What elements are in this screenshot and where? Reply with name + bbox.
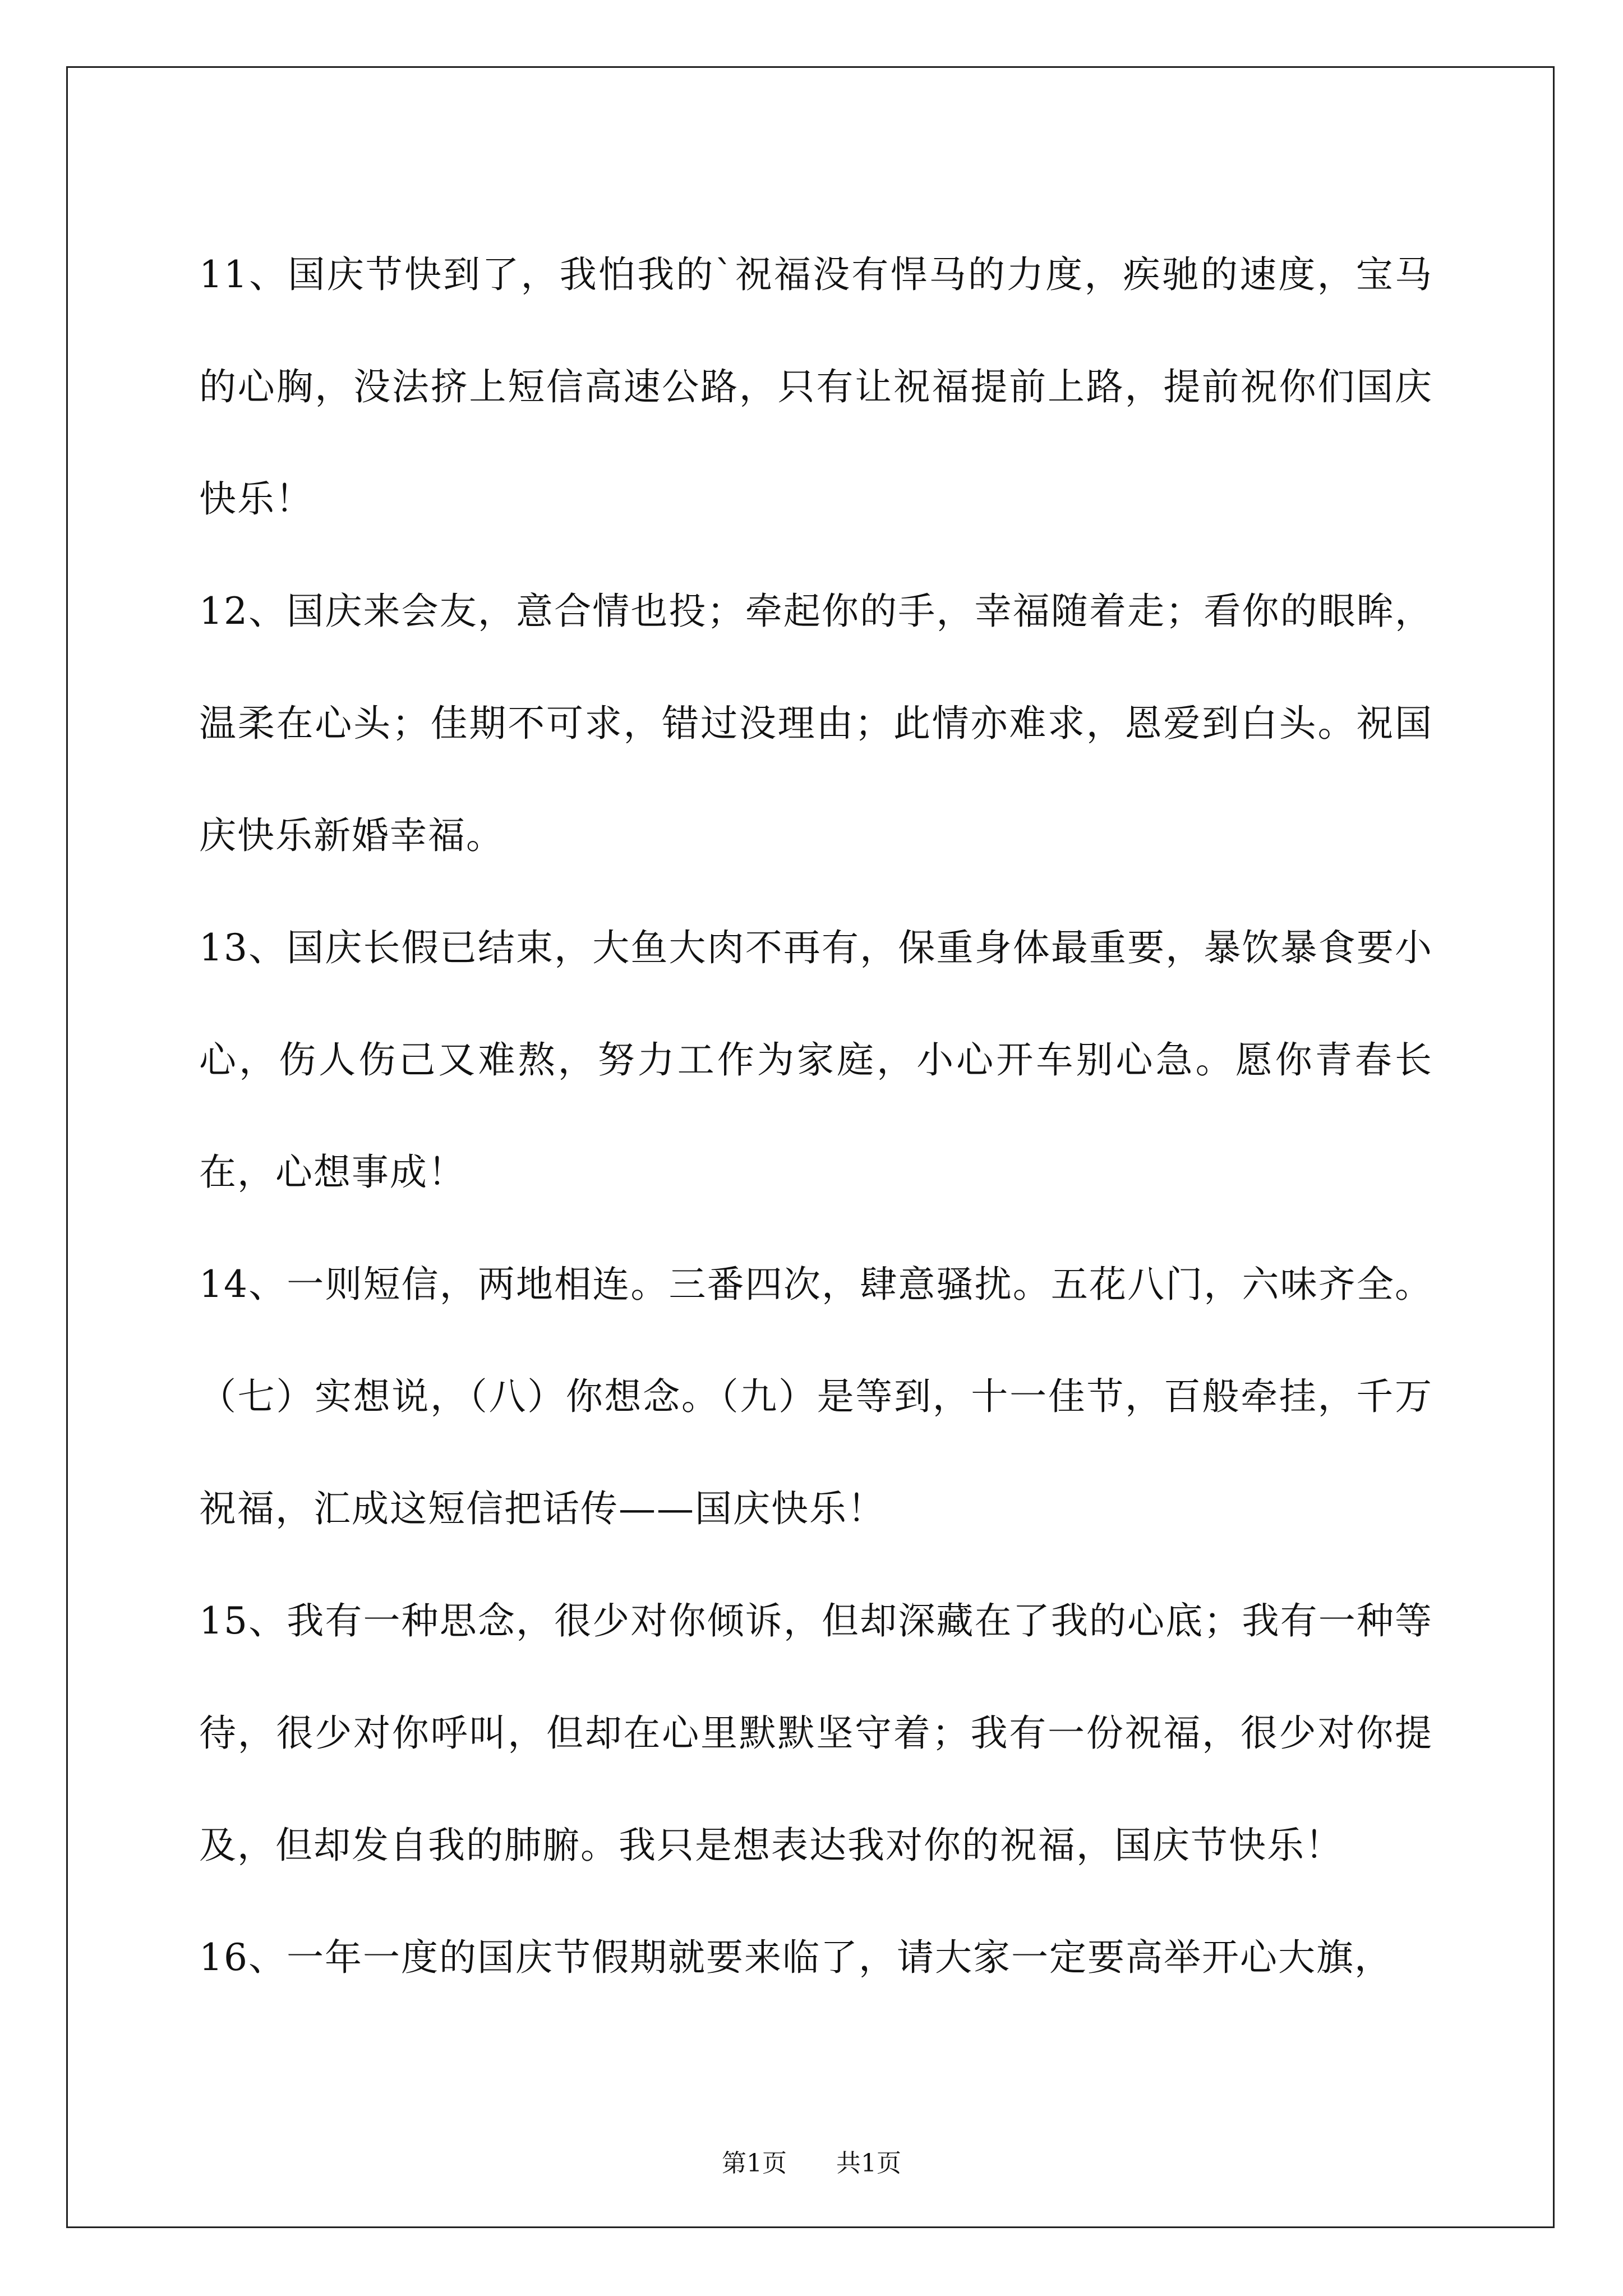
paragraph-15: 15、我有一种思念，很少对你倾诉，但却深藏在了我的心底；我有一种等待，很少对你呼叫，但却在心里默默坚守着；我有一份祝福，很少对你提及，但却发自我的肺腑。我只是想表达我对你的祝福，国庆节快乐！ [199,1599,1433,1867]
page-total: 共1页 [836,2149,901,2178]
paragraph-13: 13、国庆长假已结束，大鱼大肉不再有，保重身体最重要，暴饮暴食要小心，伤人伤己又难熬，努力工作为家庭，小心开车别心急。愿你青春长在，心想事成！ [199,926,1433,1194]
page-number: 第1页 [722,2149,787,2178]
paragraph-14: 14、一则短信，两地相连。三番四次，肆意骚扰。五花八门，六味齐全。（七）实想说，（八）你想念。（九）是等到，十一佳节，百般牵挂，千万祝福，汇成这短信把话传——国庆快乐！ [199,1263,1433,1530]
paragraph-16: 16、一年一度的国庆节假期就要来临了，请大家一定要高举开心大旗， [199,1936,1393,1979]
paragraph-12: 12、国庆来会友，意合情也投；牵起你的手，幸福随着走；看你的眼眸，温柔在心头；佳期不可求，错过没理由；此情亦难求，恩爱到白头。祝国庆快乐新婚幸福。 [199,590,1433,857]
paragraph-11: 11、国庆节快到了，我怕我的`祝福没有悍马的力度，疾驰的速度，宝马的心胸，没法挤上短信高速公路，只有让祝福提前上路，提前祝你们国庆快乐！ [199,253,1433,521]
page-footer [0,2143,1623,2179]
document-body [199,219,1433,2014]
